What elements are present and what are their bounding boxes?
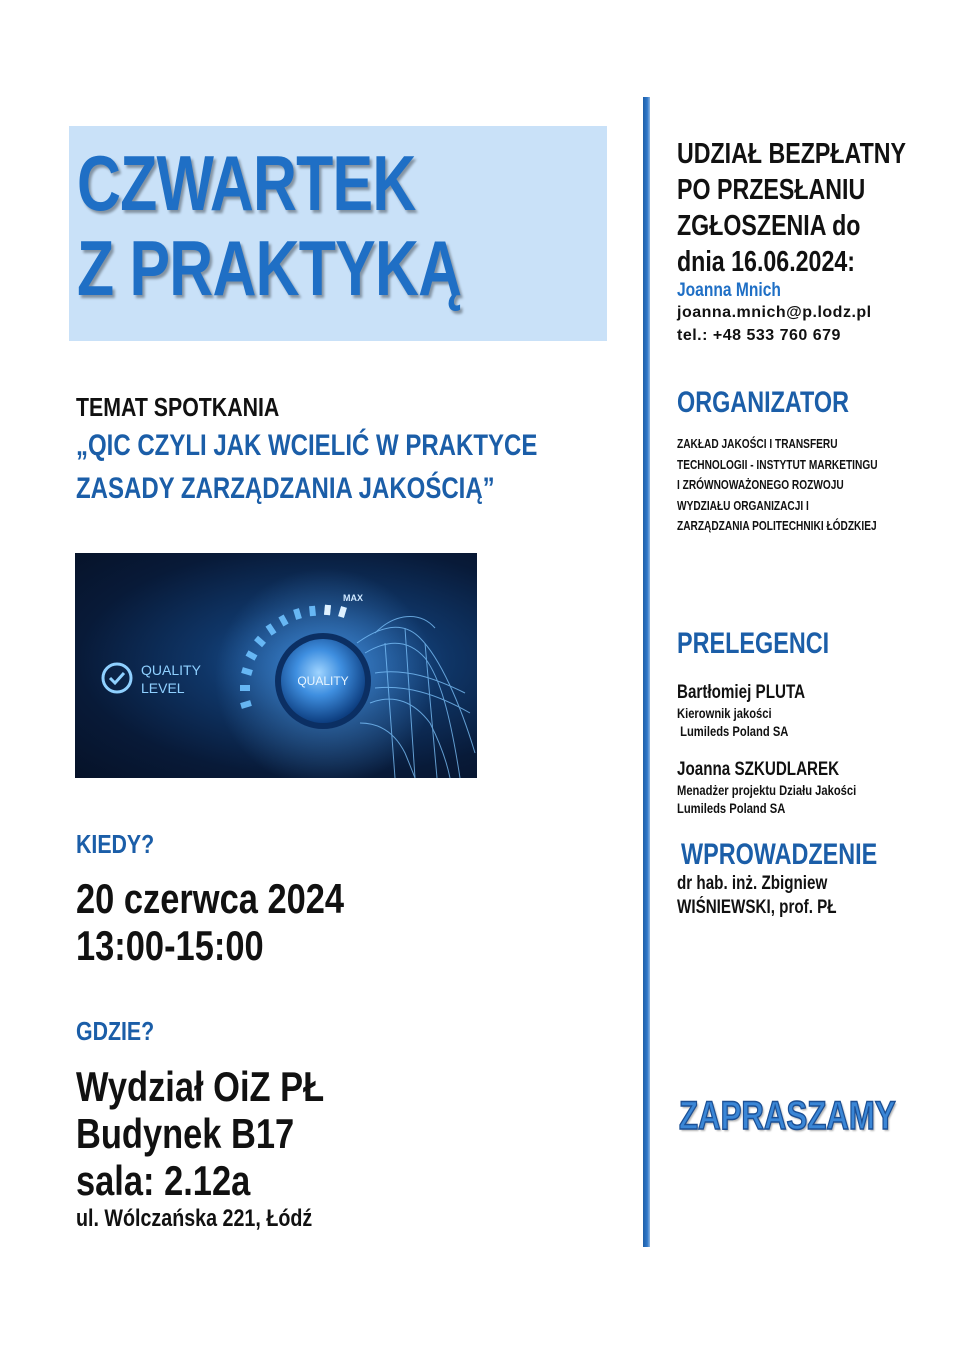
introduction-speaker-line-2: WIŚNIEWSKI, prof. PŁ: [677, 897, 837, 918]
speaker-role: Kierownik jakości: [677, 705, 772, 721]
venue-room: sala: 2.12a: [76, 1157, 251, 1204]
speaker-company: Lumileds Poland SA: [677, 723, 789, 739]
organizer-line: ZARZĄDZANIA POLITECHNIKI ŁÓDZKIEJ: [677, 518, 877, 533]
speaker-role: Menadżer projektu Działu Jakości: [677, 782, 857, 798]
registration-line-2: PO PRZESŁANIU: [677, 174, 866, 206]
event-time: 13:00-15:00: [76, 922, 264, 969]
invite-text: ZAPRASZAMY: [679, 1094, 896, 1138]
contact-phone[interactable]: tel.: +48 533 760 679: [677, 327, 841, 344]
knob-label: QUALITY: [297, 674, 349, 688]
speaker-name: Bartłomiej PLUTA: [677, 682, 806, 703]
introduction-speaker-line-1: dr hab. inż. Zbigniew: [677, 873, 828, 894]
registration-line-1: UDZIAŁ BEZPŁATNY: [677, 138, 906, 170]
venue-faculty: Wydział OiZ PŁ: [76, 1063, 325, 1110]
title-line-1: CZWARTEK: [77, 139, 416, 227]
quality-level-image: [75, 553, 477, 778]
venue-building: Budynek B17: [76, 1110, 295, 1157]
topic-label: TEMAT SPOTKANIA: [76, 392, 280, 422]
speakers-heading: PRELEGENCI: [677, 627, 830, 660]
topic-title-line-2: ZASADY ZARZĄDZANIA JAKOŚCIĄ”: [76, 472, 495, 505]
column-divider: [643, 97, 650, 1247]
organizer-heading: ORGANIZATOR: [677, 386, 850, 419]
registration-deadline: dnia 16.06.2024:: [677, 246, 855, 278]
title-banner: [69, 126, 607, 341]
speaker-company: Lumileds Poland SA: [677, 800, 786, 816]
quality-level-label-2: LEVEL: [141, 680, 185, 696]
max-label: MAX: [343, 593, 363, 603]
organizer-line: WYDZIAŁU ORGANIZACJI I: [677, 498, 809, 513]
quality-level-label-1: QUALITY: [141, 662, 201, 678]
venue-address: ul. Wólczańska 221, Łódź: [76, 1205, 313, 1232]
contact-email[interactable]: joanna.mnich@p.lodz.pl: [677, 304, 872, 321]
when-label: KIEDY?: [76, 829, 155, 859]
check-icon: [103, 664, 131, 692]
speaker-name: Joanna SZKUDLAREK: [677, 759, 840, 780]
topic-title-line-1: „QIC CZYLI JAK WCIELIĆ W PRAKTYCE: [76, 429, 538, 462]
organizer-line: ZAKŁAD JAKOŚCI I TRANSFERU: [677, 436, 838, 451]
quality-knob-illustration: [75, 553, 477, 778]
organizer-line: I ZRÓWNOWAŻONEGO ROZWOJU: [677, 477, 844, 492]
title-line-2: Z PRAKTYKĄ: [77, 224, 462, 312]
organizer-line: TECHNOLOGII - INSTYTUT MARKETINGU: [677, 457, 878, 472]
event-date: 20 czerwca 2024: [76, 875, 345, 922]
introduction-heading: WPROWADZENIE: [681, 838, 878, 871]
where-label: GDZIE?: [76, 1016, 155, 1046]
contact-name: Joanna Mnich: [677, 280, 781, 301]
registration-line-3: ZGŁOSZENIA do: [677, 210, 861, 242]
